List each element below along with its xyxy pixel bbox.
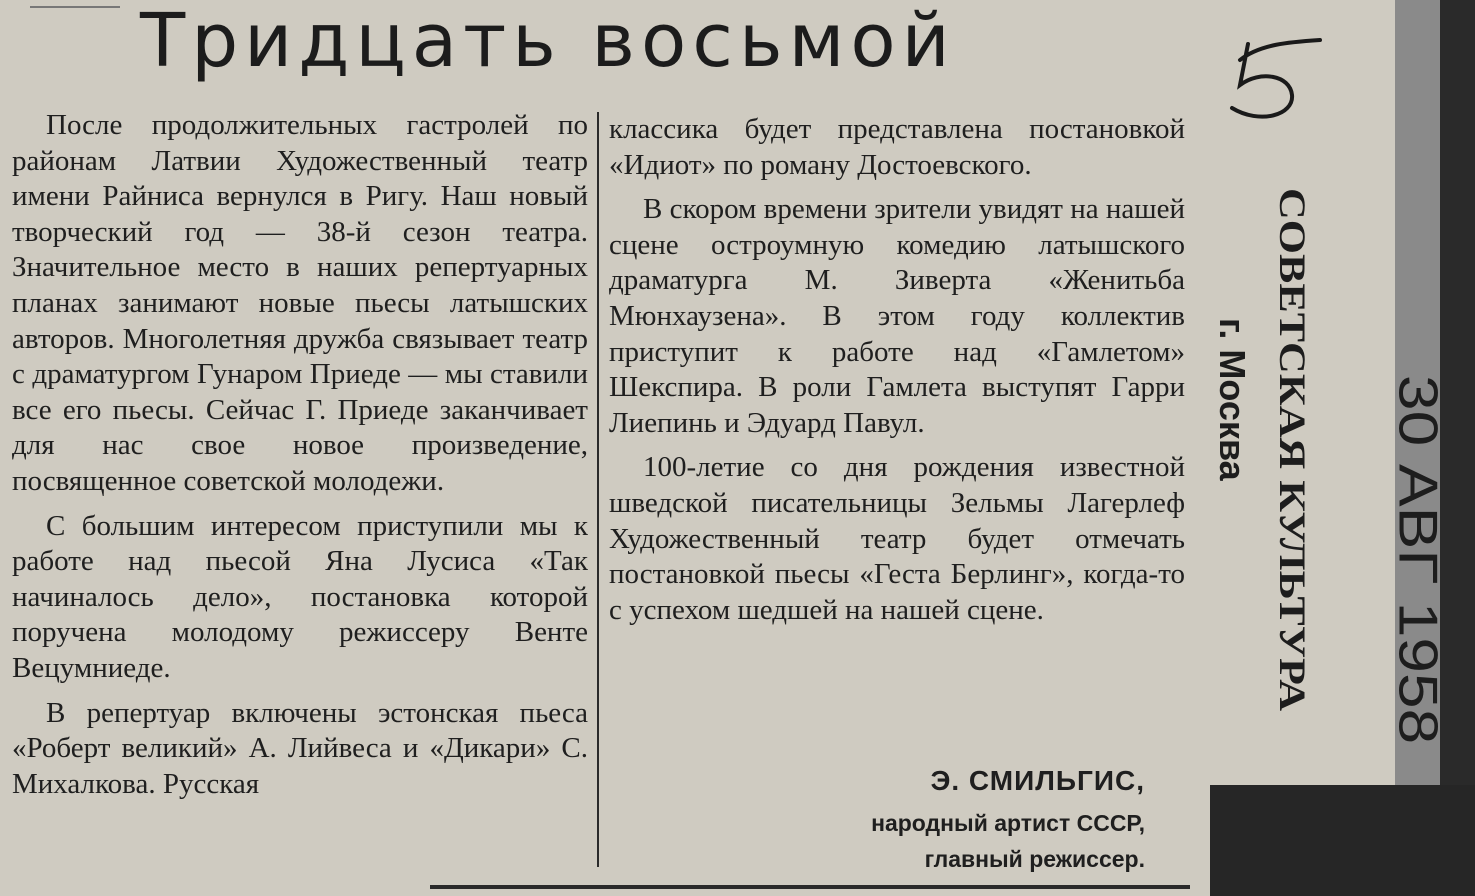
author-title: народный артист СССР, — [871, 810, 1145, 836]
city-stamp: г. Москва — [1212, 318, 1253, 481]
newspaper-name-stamp: СОВЕТСКАЯ КУЛЬТУРА — [1271, 188, 1314, 712]
paragraph: После продолжительных гастролей по районам Латвии Художественный театр имени Райниса вернулся в Ригу. Наш новый творческий год — 38-й сезон театра. Значительное место в наших репертуарных планах занимают новые пьесы латышских авторов. Многолетняя дружба связывает театр с драматургом Гунаром Приеде — мы ставили все его пьесы. Сейчас Г. Приеде заканчивает для нас свое новое произведение, посвященное советской молодежи. — [12, 109, 588, 497]
paragraph: 100-летие со дня рождения известной шведской писательницы Зельмы Лагерлеф Художественный театр будет отмечать постановкой пьесы «Геста Берлинг», когда-то с успехом шедшей на нашей сцене. — [609, 451, 1185, 626]
handwritten-mark-5 — [1220, 30, 1350, 130]
article-column-right — [609, 112, 1185, 628]
paragraph: В репертуар включены эстонская пьеса «Роберт великий» А. Лийвеса и «Дикари» С. Михалкова. Русская — [12, 696, 588, 800]
headline: Тридцать восьмой — [140, 0, 956, 84]
background-corner — [1210, 785, 1475, 896]
paragraph: С большим интересом приступили мы к работе над пьесой Яна Лусиса «Так начиналось дело», постановка которой поручена молодому режиссеру Венте Вецумниеде. — [12, 509, 588, 684]
top-rule — [30, 6, 120, 8]
paragraph: В скором времени зрители увидят на нашей сцене остроумную комедию латышского драматурга М. Зиверта «Женитьба Мюнхаузена». В этом году коллектив приступит к работе над «Гамлетом» Шекспира. В роли Гамлета выступят Гарри Лиепинь и Эдуард Павул. — [609, 193, 1185, 439]
date-stamp: 30 АВГ 1958 — [1387, 375, 1449, 745]
paragraph: классика будет представлена постановкой «Идиот» по роману Достоевского. — [609, 113, 1185, 181]
author-name: Э. СМИЛЬГИС, — [930, 765, 1145, 796]
bottom-rule — [430, 885, 1190, 889]
column-divider — [597, 112, 599, 867]
article-column-left — [12, 108, 588, 802]
author-position: главный режиссер. — [924, 846, 1145, 872]
